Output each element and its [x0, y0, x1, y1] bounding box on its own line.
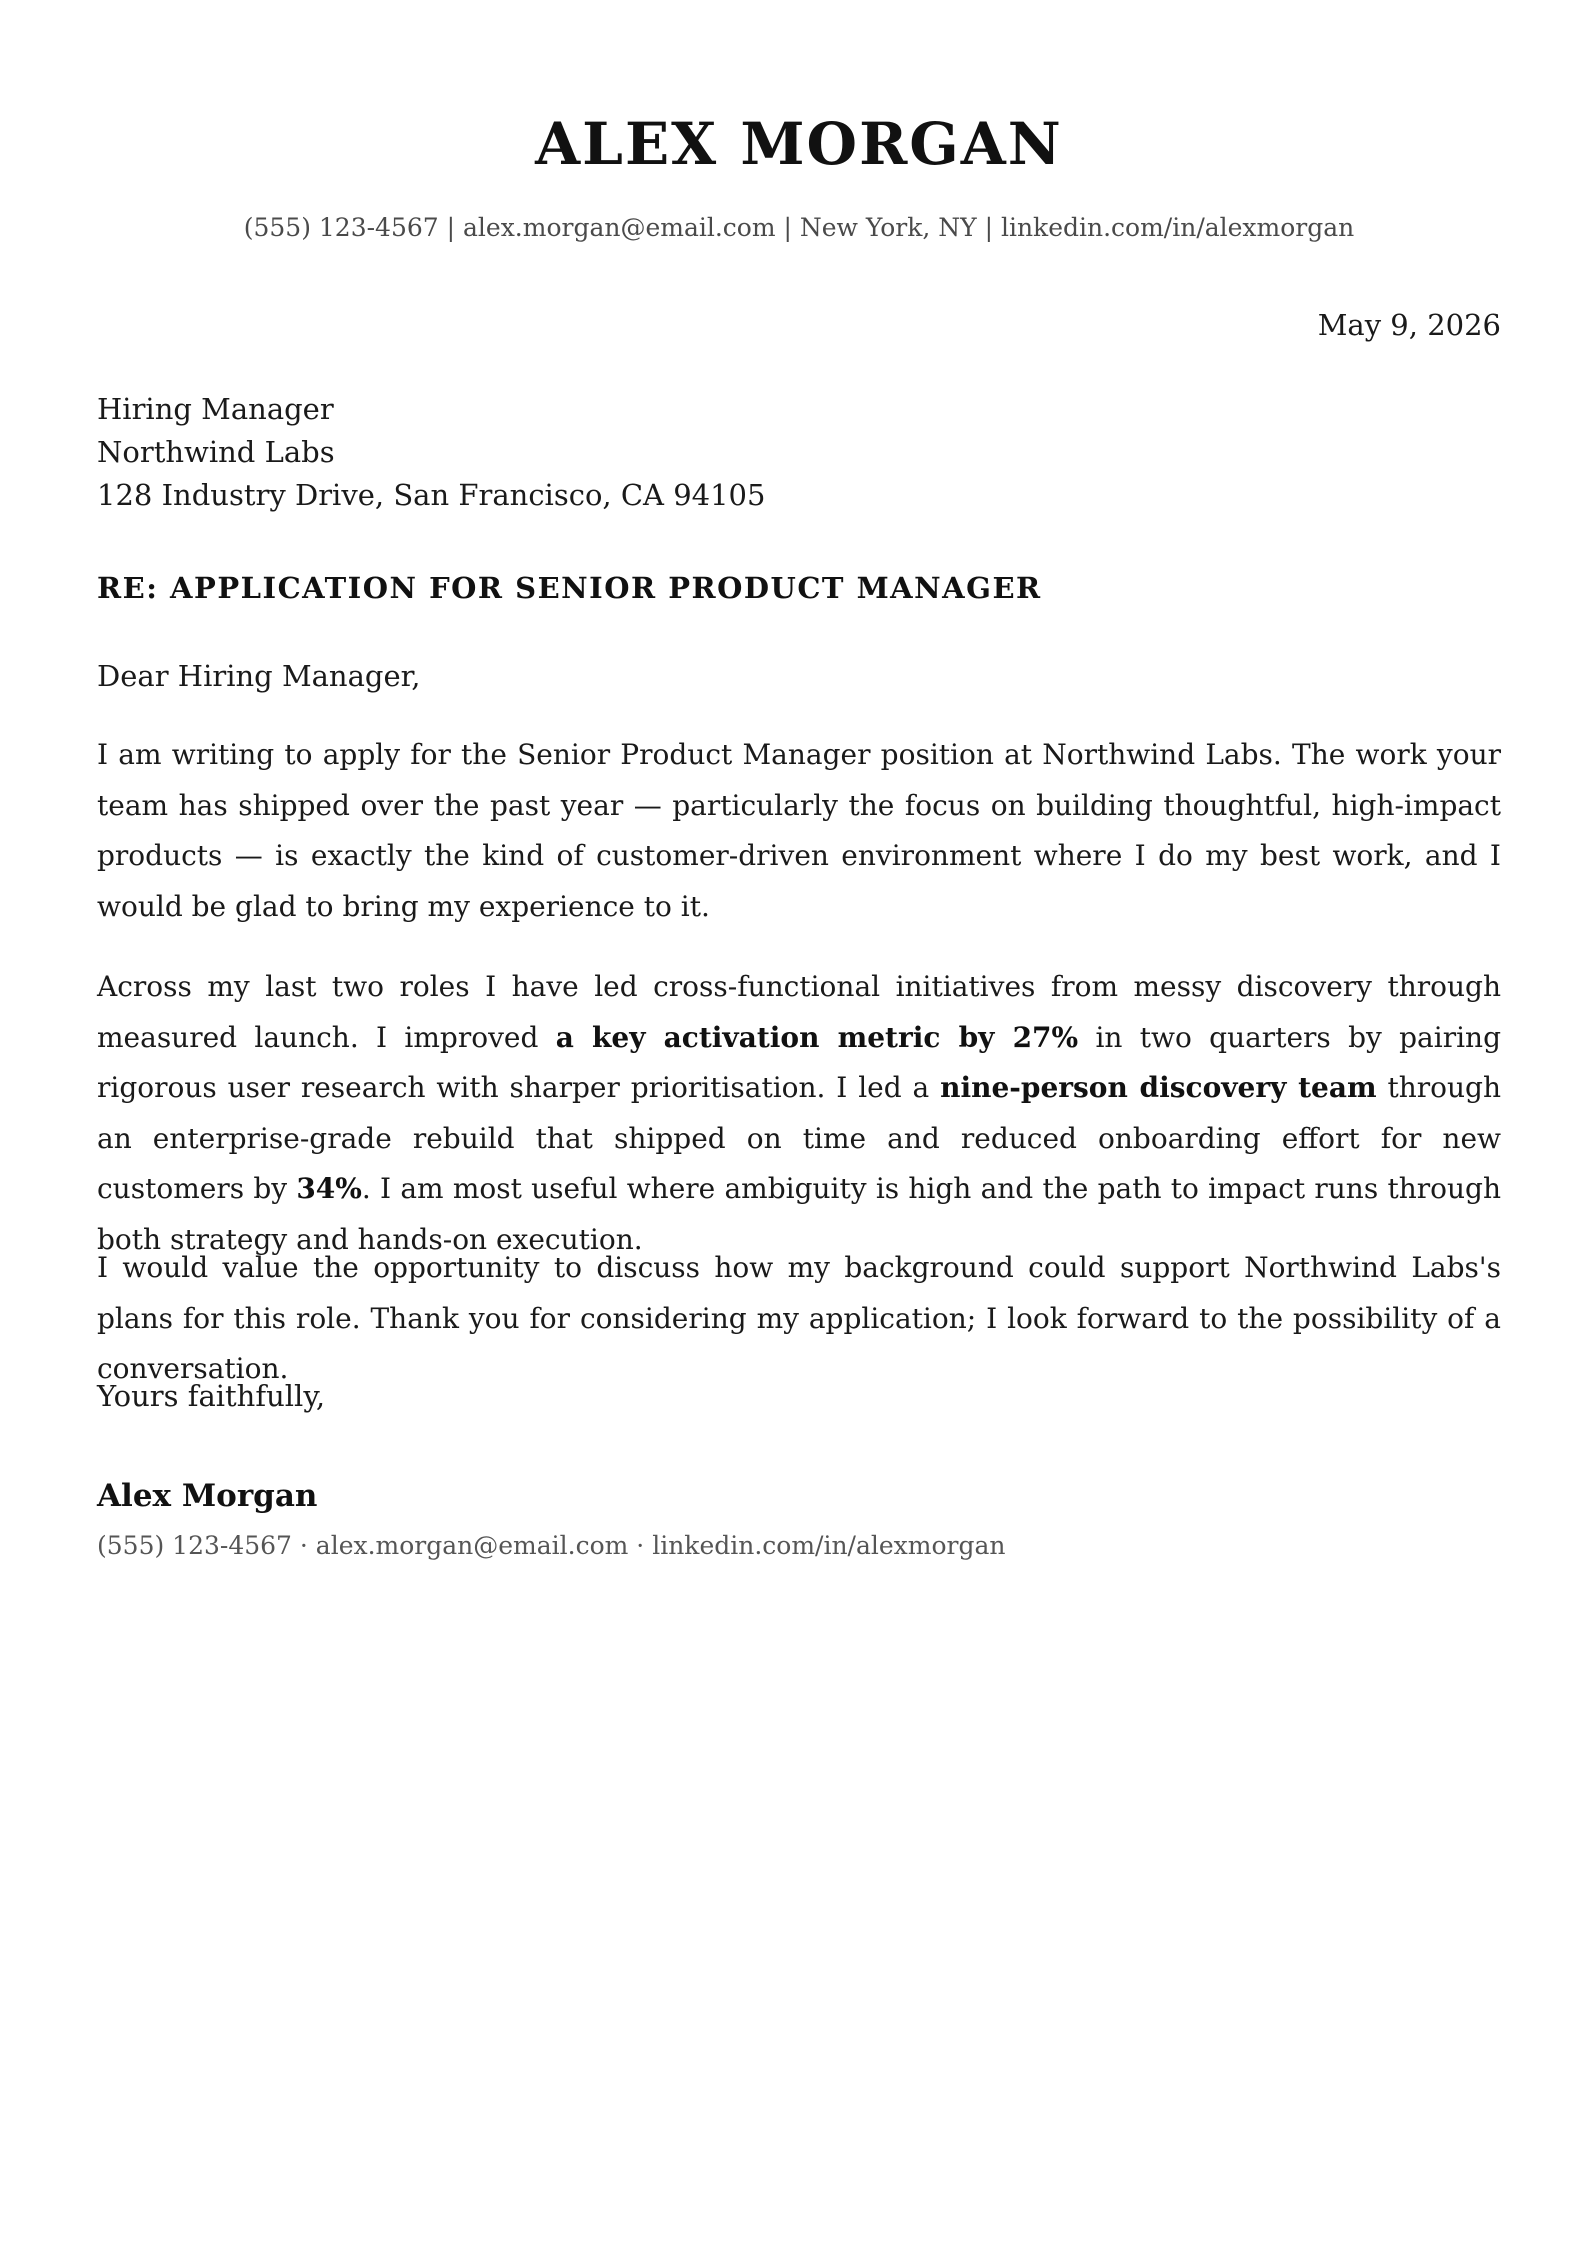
body-paragraph-2 [97, 962, 1501, 1265]
paragraph-2-text-2: in two quarters by pairing rigorous user research with sharper prioritisation. I led a [97, 1020, 1501, 1104]
signature-name: Alex Morgan [97, 1478, 318, 1514]
paragraph-2-text-4: . I am most useful where ambiguity is high and the path to impact runs through both strategy and hands-on execution. [97, 1172, 1501, 1256]
subject-line: RE: APPLICATION FOR SENIOR PRODUCT MANAGER [97, 571, 1042, 605]
recipient-company: Northwind Labs [97, 435, 335, 469]
highlight-discovery-team: nine-person discovery team [940, 1071, 1377, 1104]
letter-date: May 9, 2026 [1317, 308, 1501, 342]
recipient-title: Hiring Manager [97, 392, 334, 426]
recipient-block [97, 388, 765, 517]
salutation: Dear Hiring Manager, [97, 659, 421, 693]
applicant-name: ALEX MORGAN [535, 110, 1063, 178]
paragraph-2-text-1: Across my last two roles I have led cross-functional initiatives from messy discovery through measured launch. I improved [97, 970, 1501, 1054]
recipient-address: 128 Industry Drive, San Francisco, CA 94105 [97, 478, 766, 512]
body-paragraph-1: I am writing to apply for the Senior Product Manager position at Northwind Labs. The work your team has shipped over the past year — particularly the focus on building thoughtful, high-impact products — is exactly the kind of customer-driven environment where I do my best work, and I would be glad to bring my experience to it. [97, 738, 1501, 923]
signature-contact: (555) 123-4567 · alex.morgan@email.com · linkedin.com/in/alexmorgan [97, 1531, 1006, 1560]
closing: Yours faithfully, [97, 1379, 326, 1413]
header-contact-line: (555) 123-4567 | alex.morgan@email.com | New York, NY | linkedin.com/in/alexmorgan [243, 213, 1355, 242]
paragraph-2-text-3: through an enterprise-grade rebuild that shipped on time and reduced onboarding effort for new customers by [97, 1071, 1501, 1205]
body-paragraph-3: I would value the opportunity to discuss how my background could support Northwind Labs's plans for this role. Thank you for considering my application; I look forward to the possibility of a conversation. [97, 1251, 1501, 1385]
highlight-activation-metric: a key activation metric by 27% [555, 1020, 1079, 1054]
highlight-onboarding-reduction: 34% [296, 1172, 362, 1205]
